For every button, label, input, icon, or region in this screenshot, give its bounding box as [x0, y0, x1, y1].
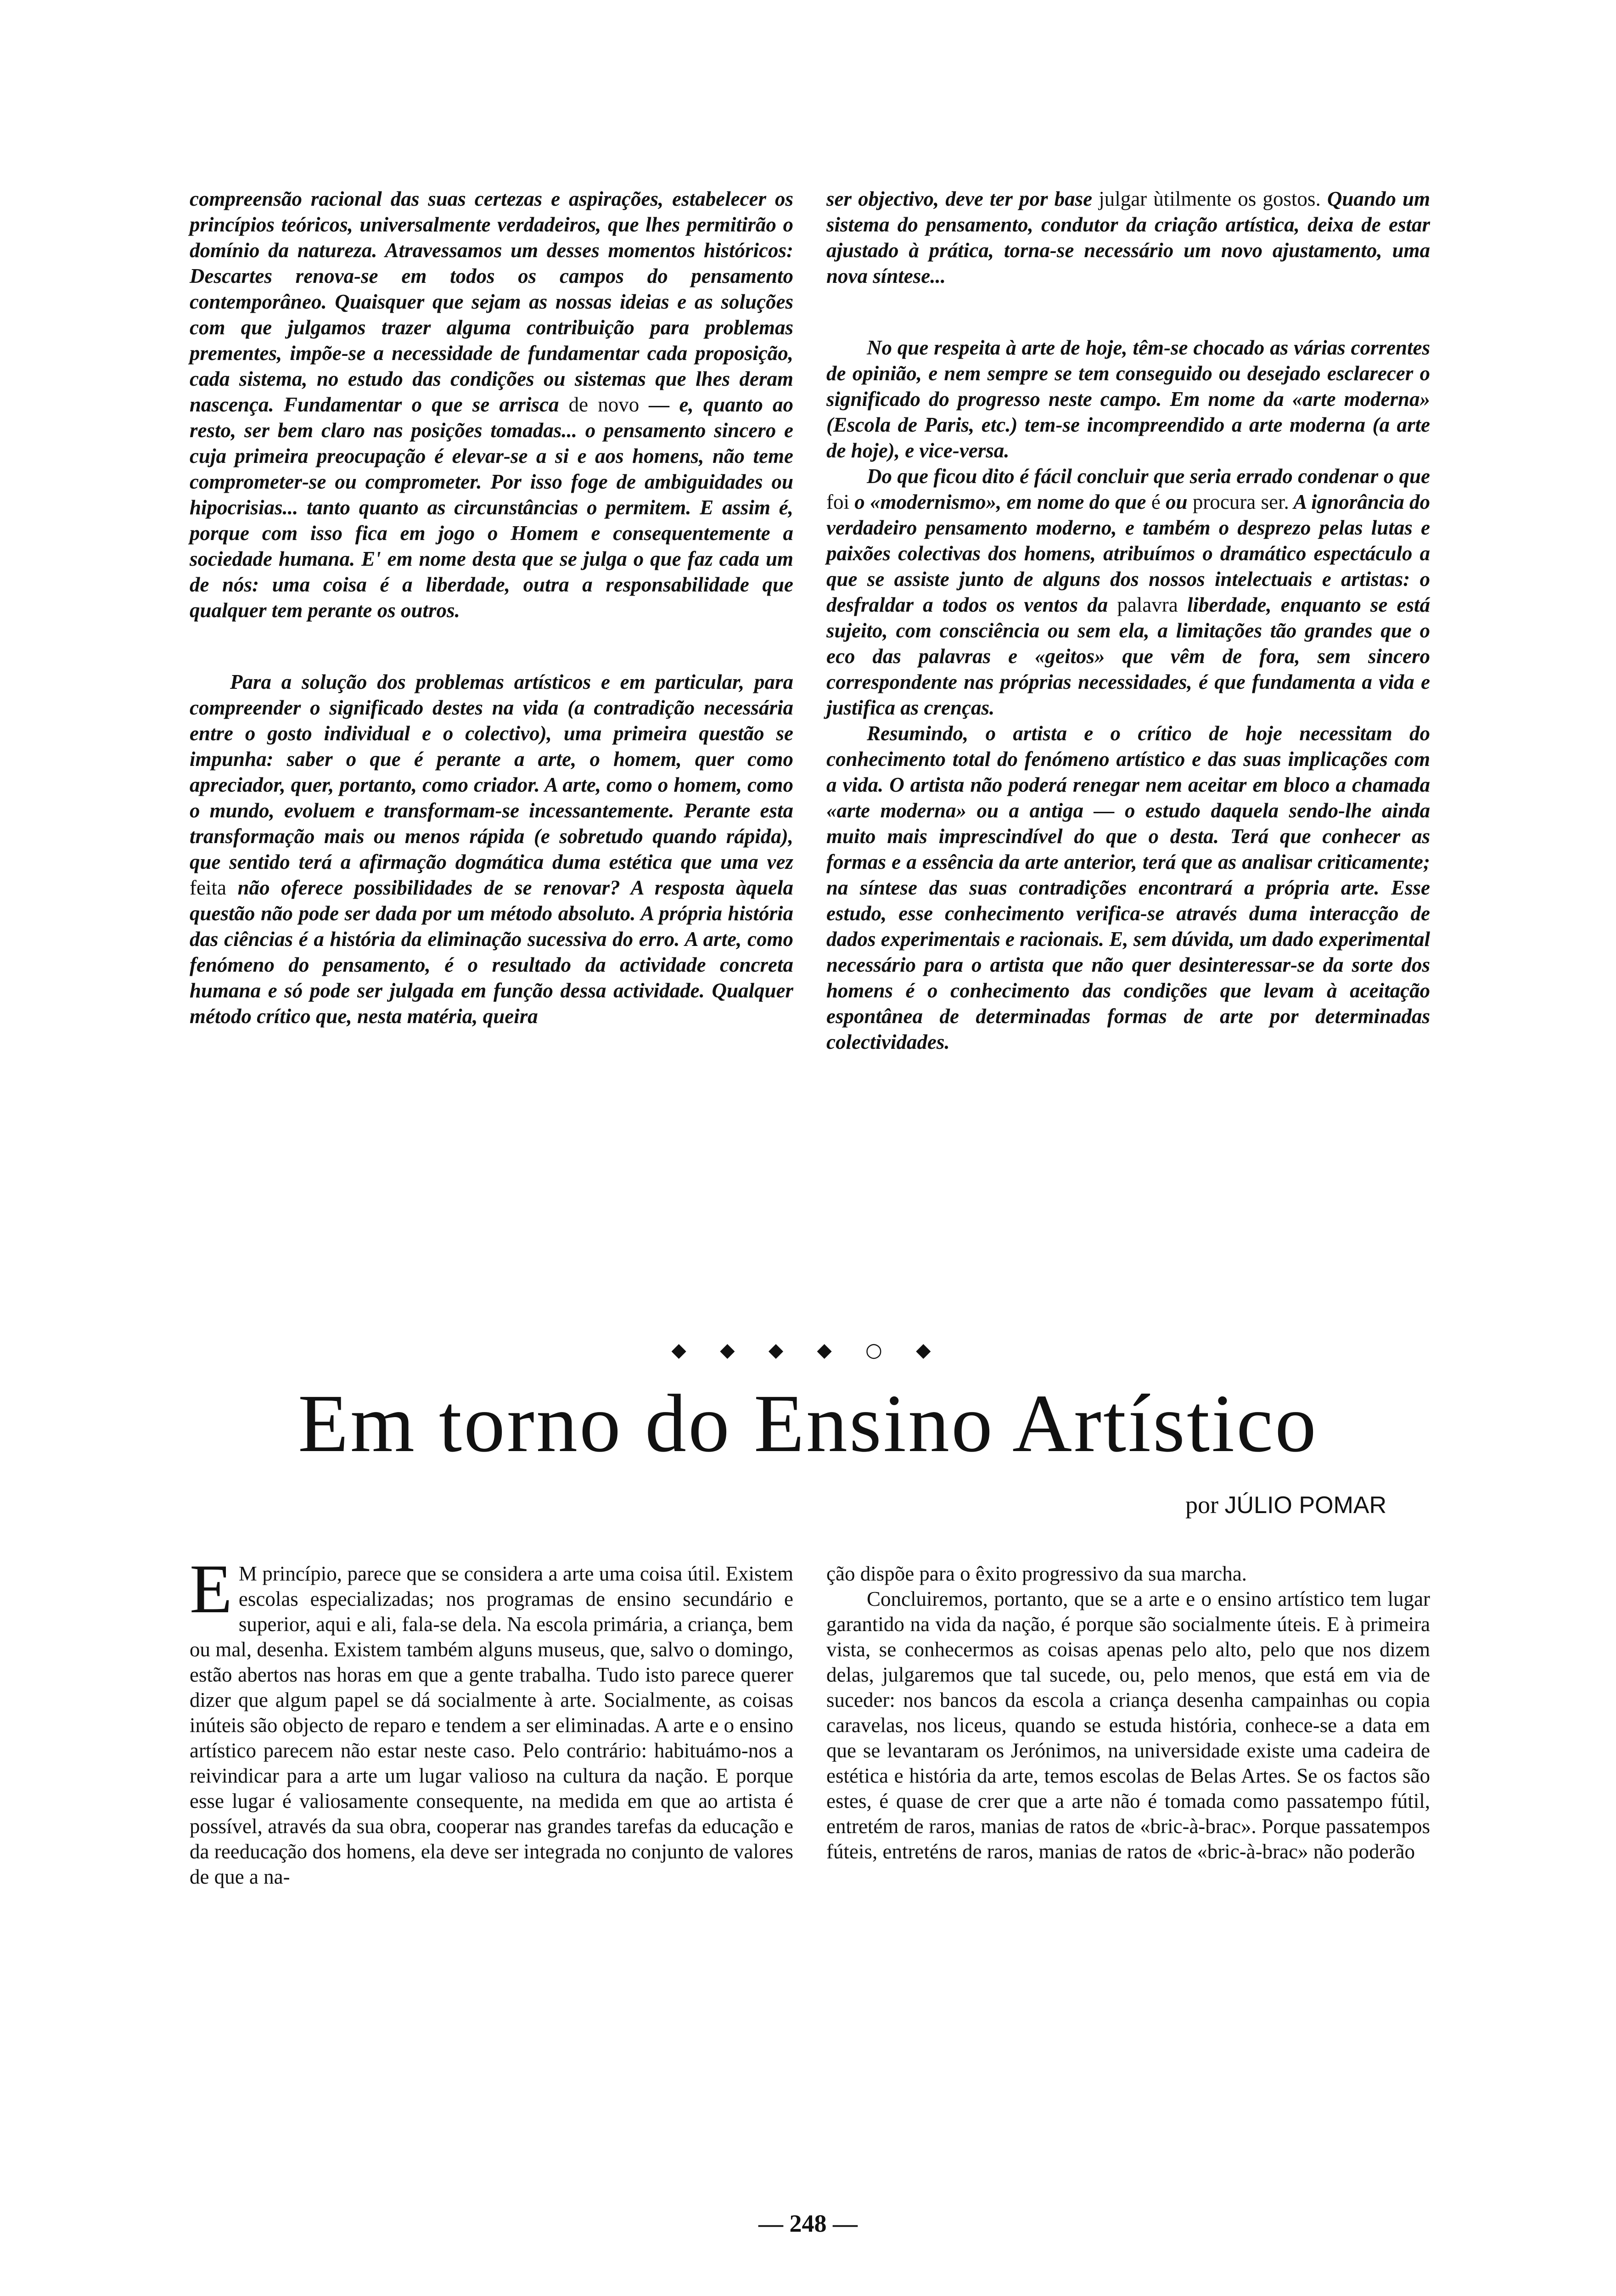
- byline-prefix: por: [1185, 1491, 1218, 1519]
- page-number: — 248 —: [758, 2210, 858, 2237]
- article-paragraph-1-end: ção dispõe para o êxito progressivo da sua marcha.: [826, 1562, 1247, 1585]
- section-ornament: ◆ ◆ ◆ ◆ ○ ◆: [671, 1339, 945, 1361]
- author-name: JÚLIO POMAR: [1224, 1492, 1386, 1519]
- continuation-paragraph-1: compreensão racional das suas certezas e aspirações, estabelecer os princípios teóricos, universalmente verdadeiros, que lhes permitirão o domínio da natureza. Atravessamos um desses momentos históricos: Descartes renova-se em todos os campos do pensamento contemporâneo. Quaisquer que sejam as nossas ideias e as soluções com que julgamos trazer alguma contribuição para problemas prementes, impõe-se a necessidade de fundamentar cada proposição, cada sistema, no estudo das condições ou sistemas que lhes deram nascença. Fundamentar o que se arrisca de novo — e, quanto ao resto, ser bem claro nas posições tomadas... o pensamento sincero e cuja primeira preocupação é elevar-se a si e aos homens, não teme comprometer-se ou comprometer. Por isso foge de ambiguidades ou hipocrisias... tanto quanto as circunstâncias o permitem. E assim é, porque com isso fica em jogo o Homem e consequentemente a sociedade humana. E' em nome desta que se julga o que faz cada um de nós: uma coisa é a liberdade, outra a responsabilidade que qualquer tem perante os outros.: [190, 187, 794, 622]
- article-right-column: [826, 1561, 1430, 1864]
- continuation-paragraph-3: ser objectivo, deve ter por base julgar ùtilmente os gostos. Quando um sistema do pensamento, condutor da criação artística, deixa de estar ajustado à prática, torna-se necessário um novo ajustamento, uma nova síntese...: [826, 187, 1430, 287]
- continuation-paragraph-5: Do que ficou dito é fácil concluir que seria errado condenar o que foi o «modernismo», em nome do que é ou procura ser. A ignorância do verdadeiro pensamento moderno, e também o desprezo pelas lutas e paixões colectivas dos homens, atribuímos o dramático espectáculo a que se assiste junto de alguns dos nossos intelectuais e artistas: o desfraldar a todos os ventos da palavra liberdade, enquanto se está sujeito, com consciência ou sem ela, a limitações tão grandes que o eco das palavras e «geitos» que vêm de fora, sem sincero correspondente nas próprias necessidades, é que fundamenta a vida e justifica as crenças.: [826, 465, 1431, 719]
- article-paragraph-1: E M princípio, parece que se considera a arte uma coisa útil. Existem escolas especializadas; nos programas de ensino secundário e superior, aqui e ali, fala-se dela. Na escola primária, a criança, bem ou mal, desenha. Existem também alguns museus, que, salvo o domingo, estão abertos nas horas em que a gente trabalha. Tudo isto parece querer dizer que algum papel se dá socialmente à arte. Socialmente, as coisas inúteis são objecto de reparo e tendem a ser eliminadas. A arte e o ensino artístico parecem não estar neste caso. Pelo contrário: habituámo-nos a reivindicar para a arte um lugar valioso na cultura da nação. E porque esse lugar é valiosamente consequente, na medida em que ao artista é possível, através da sua obra, cooperar nas grandes tarefas da educação e da reeducação dos homens, ela deve ser integrada no conjunto de valores de que a na-: [190, 1550, 793, 1888]
- byline: [1185, 1490, 1386, 1520]
- continuation-paragraph-2: Para a solução dos problemas artísticos e em particular, para compreender o significado destes na vida (a contradição necessária entre o gosto individual e o colectivo), uma primeira questão se impunha: saber o que é perante a arte, o homem, quer como apreciador, quer, portanto, como criador. A arte, como o homem, como o mundo, evoluem e transformam-se incessantemente. Perante esta transformação mais ou menos rápida (e sobretudo quando rápida), que sentido terá a afirmação dogmática duma estética que uma vez feita não oferece possibilidades de se renovar? A resposta àquela questão não pode ser dada por um método absoluto. A própria história das ciências é a história da eliminação sucessiva do erro. A arte, como fenómeno do pensamento, é o resultado da actividade concreta humana e só pode ser julgada em função dessa actividade. Qualquer método crítico que, nesta matéria, queira: [190, 670, 794, 1028]
- drop-cap: E: [190, 1550, 232, 1627]
- article-title: Em torno do Ensino Artístico: [298, 1378, 1318, 1469]
- article-left-column: [190, 1550, 793, 1890]
- continuation-right-column: [826, 186, 1430, 1055]
- continuation-left-column: [190, 186, 793, 1029]
- continuation-paragraph-6: Resumindo, o artista e o crítico de hoje necessitam do conhecimento total do fenómeno artístico e das suas implicações com a vida. O artista não poderá renegar nem aceitar em bloco a chamada «arte moderna» ou a antiga — o estudo daquela sendo-lhe ainda muito mais imprescindível do que o desta. Terá que conhecer as formas e a essência da arte anterior, terá que as analisar criticamente; na síntese das suas contradições encontrará a própria arte. Esse estudo, esse conhecimento verifica-se através duma interacção de dados experimentais e racionais. E, sem dúvida, um dado experimental necessário para o artista que não quer desinteressar-se da sorte dos homens é o conhecimento das condições que levam à aceitação espontânea de determinadas formas de arte por determinadas colectividades.: [826, 722, 1430, 1053]
- continuation-paragraph-4: No que respeita à arte de hoje, têm-se chocado as várias correntes de opinião, e nem sempre se tem conseguido ou desejado esclarecer o significado do progresso neste campo. Em nome da «arte moderna» (Escola de Paris, etc.) tem-se incompreendido a arte moderna (a arte de hoje), e vice-versa.: [826, 336, 1430, 462]
- article-paragraph-2: Concluiremos, portanto, que se a arte e o ensino artístico tem lugar garantido na vida da nação, é porque são socialmente úteis. E à primeira vista, se conhecermos as coisas apenas pelo alto, pelo que nos dizem delas, julgaremos que tal sucede, ou, pelo menos, que está em via de suceder: nos bancos da escola a criança desenha campainhas ou copia caravelas, nos liceus, quando se estuda história, conhece-se a data em que se levantaram os Jerónimos, na universidade existe uma cadeira de estética e história da arte, temos escolas de Belas Artes. Se os factos são estes, é quase de crer que a arte não é tomada como passatempo fútil, entretém de raros, manias de ratos de «bric-à-brac». Porque passatempos fúteis, entreténs de raros, manias de ratos de «bric-à-brac» não poderão: [826, 1587, 1430, 1863]
